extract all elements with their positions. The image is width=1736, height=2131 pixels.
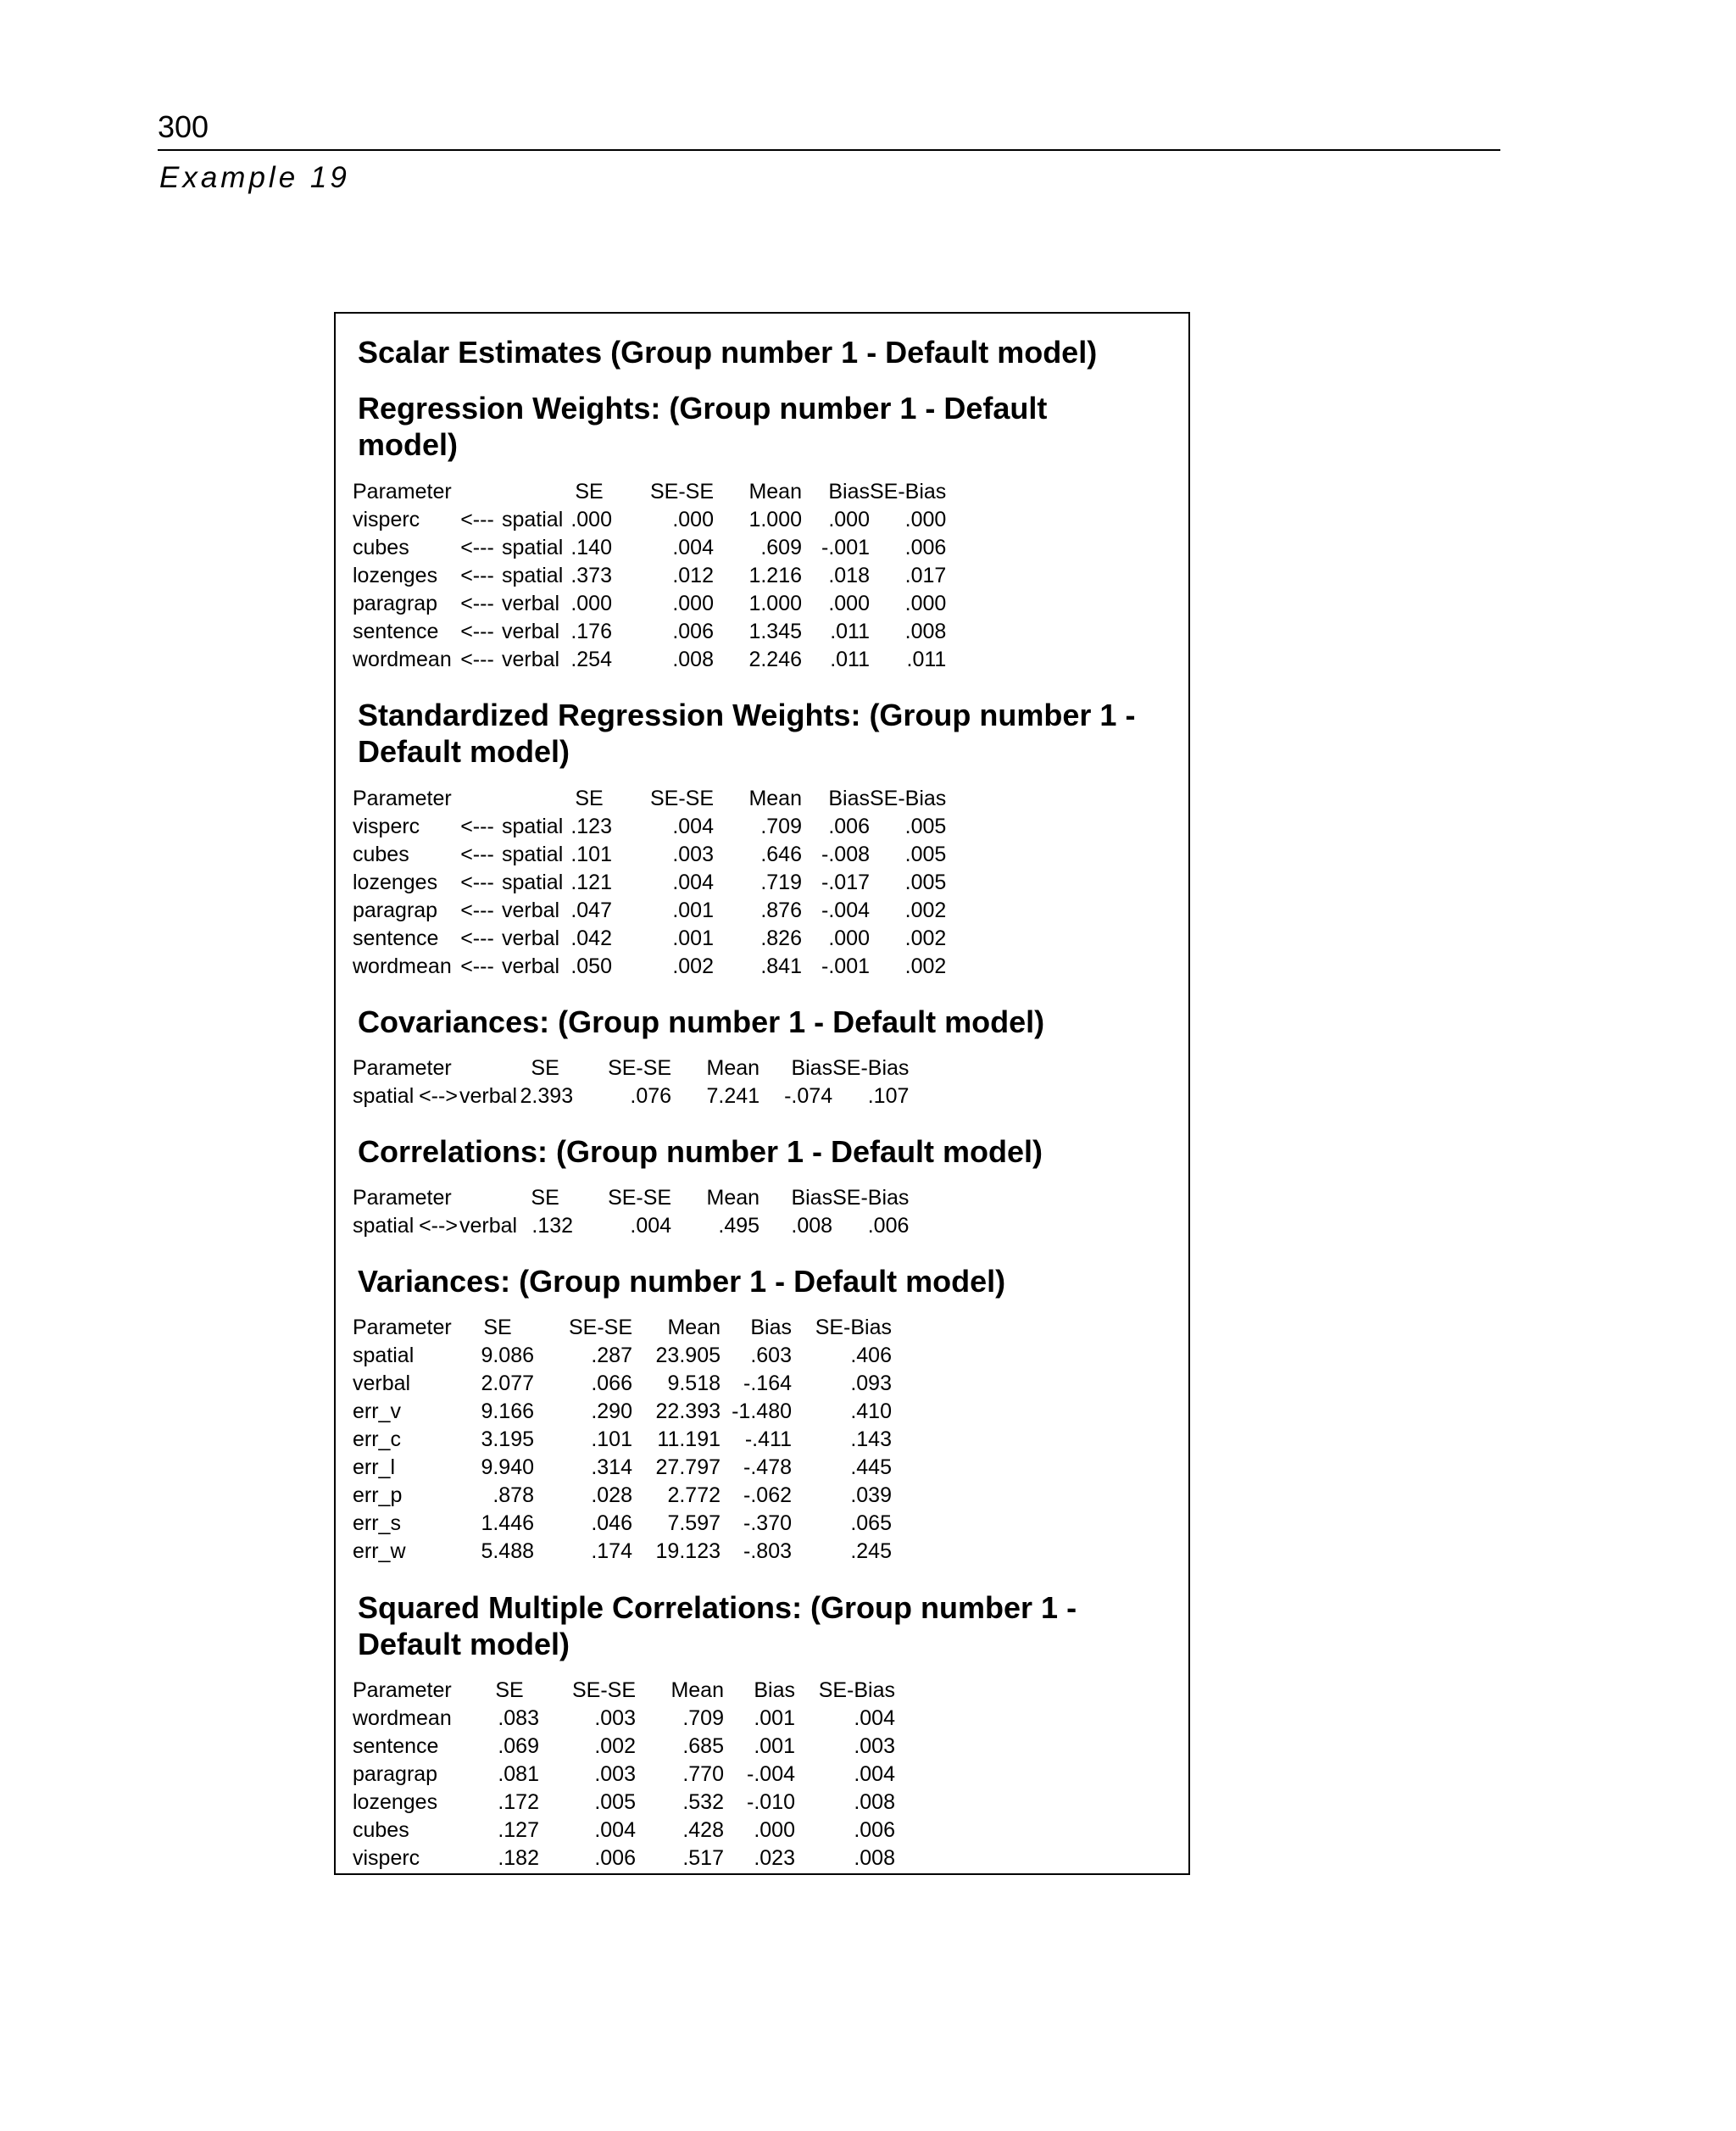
cell-sese: .005 <box>594 1790 636 1814</box>
cell-sebias: .002 <box>904 954 947 978</box>
cell-se: .081 <box>498 1762 539 1786</box>
cell-spacer <box>909 1082 1027 1110</box>
cell-se: .101 <box>570 843 612 866</box>
cell-mean: 7.241 <box>706 1084 760 1108</box>
cell-bias: .000 <box>828 592 870 615</box>
cell-var: lozenges <box>353 564 438 587</box>
cell-se: 2.077 <box>481 1372 534 1395</box>
cell-sebias: .005 <box>904 871 947 894</box>
cell-var: err_c <box>353 1427 401 1451</box>
covariances-title: Covariances: (Group number 1 - Default model) <box>358 1004 1045 1039</box>
cell-sese: .002 <box>672 954 714 978</box>
cell-sese: .174 <box>591 1539 632 1563</box>
cell-mean: .709 <box>682 1706 724 1730</box>
cell-bias: -.164 <box>743 1372 792 1395</box>
regression-weights-table <box>353 478 1063 674</box>
cell-factor: verbal <box>502 620 560 643</box>
cell-sebias: .245 <box>850 1539 892 1563</box>
table-row <box>353 534 1063 562</box>
cell-sese: .314 <box>591 1455 632 1479</box>
cell-mean: 2.772 <box>667 1483 721 1507</box>
cell-sebias: .004 <box>854 1762 895 1786</box>
cell-bias: -1.480 <box>732 1399 792 1423</box>
cell-sese: .000 <box>672 508 714 531</box>
cell-op: <--- <box>460 815 494 838</box>
cell-bias: .023 <box>754 1846 795 1870</box>
chapter-label: Example 19 <box>159 161 350 194</box>
cell-var: wordmean <box>353 1706 452 1730</box>
table-header-row <box>353 1314 892 1342</box>
column-header-bias: Bias <box>754 1678 795 1702</box>
cell-sebias: .006 <box>904 536 947 559</box>
covariances-table <box>353 1054 1027 1110</box>
table-row <box>353 1370 892 1398</box>
column-header-se: SE <box>495 1678 524 1702</box>
cell-mean: 9.518 <box>667 1372 721 1395</box>
cell-mean: 22.393 <box>655 1399 721 1423</box>
cell-var: spatial <box>353 1344 415 1367</box>
cell-op: <--- <box>460 592 494 615</box>
cell-factor: verbal <box>502 899 560 922</box>
table-row <box>353 925 1063 953</box>
cell-var: err_p <box>353 1483 403 1507</box>
cell-bias: .000 <box>828 508 870 531</box>
cell-var: visperc <box>353 508 420 531</box>
cell-var: err_s <box>353 1511 401 1535</box>
column-header-mean: Mean <box>667 1316 721 1339</box>
cell-var: err_v <box>353 1399 401 1423</box>
cell-var: spatial <box>353 1084 415 1108</box>
cell-sebias: .107 <box>867 1084 910 1108</box>
cell-factor: verbal <box>502 592 560 615</box>
cell-var: sentence <box>353 926 439 950</box>
cell-var: sentence <box>353 620 439 643</box>
scalar-estimates-title: Scalar Estimates (Group number 1 - Default model) <box>358 335 1098 370</box>
cell-se: 9.086 <box>481 1344 534 1367</box>
cell-sese: .004 <box>594 1818 636 1842</box>
cell-spacer <box>946 562 1063 590</box>
cell-bias: -.017 <box>821 871 870 894</box>
cell-sebias: .008 <box>854 1846 895 1870</box>
cell-bias: .000 <box>754 1818 795 1842</box>
cell-op: <--- <box>460 926 494 950</box>
column-header-sese: SE-SE <box>608 1186 672 1210</box>
cell-bias: .006 <box>828 815 870 838</box>
cell-bias: .001 <box>754 1706 795 1730</box>
squared-multiple-correlations-title: Squared Multiple Correlations: (Group number 1 - Default model) <box>358 1590 1077 1661</box>
table-row <box>353 506 1063 534</box>
cell-mean: .517 <box>682 1846 724 1870</box>
squared-multiple-correlations-table <box>353 1677 895 1872</box>
cell-var: lozenges <box>353 1790 438 1814</box>
table-row <box>353 1082 1027 1110</box>
cell-spacer <box>946 534 1063 562</box>
table-row <box>353 813 1063 841</box>
cell-se: .127 <box>498 1818 539 1842</box>
cell-var: err_l <box>353 1455 396 1479</box>
column-header-sebias: SE-Bias <box>870 480 947 504</box>
cell-op: <--- <box>460 871 494 894</box>
column-header-se: SE <box>575 787 604 810</box>
header-rule <box>158 149 1500 151</box>
table-row <box>353 1761 895 1789</box>
cell-var: cubes <box>353 843 409 866</box>
column-header-sese: SE-SE <box>608 1056 672 1080</box>
cell-bias: .008 <box>791 1214 833 1238</box>
cell-op: <--- <box>460 954 494 978</box>
cell-sebias: .406 <box>850 1344 892 1367</box>
column-header-bias: Bias <box>750 1316 792 1339</box>
cell-bias: -.008 <box>821 843 870 866</box>
cell-mean: .876 <box>760 899 802 922</box>
cell-se: .000 <box>570 508 612 531</box>
cell-var: paragrap <box>353 899 438 922</box>
cell-se: 3.195 <box>481 1427 534 1451</box>
cell-mean: 1.216 <box>748 564 802 587</box>
cell-spacer <box>946 869 1063 897</box>
cell-sese: .003 <box>672 843 714 866</box>
table-row <box>353 1454 892 1482</box>
cell-se: .182 <box>498 1846 539 1870</box>
table-row <box>353 869 1063 897</box>
column-header-sebias: SE-Bias <box>815 1316 892 1339</box>
column-header-sese: SE-SE <box>571 1678 636 1702</box>
cell-sese: .290 <box>591 1399 632 1423</box>
cell-sese: .000 <box>672 592 714 615</box>
cell-var: cubes <box>353 536 409 559</box>
column-header-mean: Mean <box>706 1186 760 1210</box>
cell-sese: .001 <box>672 899 714 922</box>
table-row <box>353 1212 1027 1240</box>
cell-sese: .046 <box>591 1511 632 1535</box>
cell-op: <--> <box>419 1214 458 1238</box>
table-header-row <box>353 785 1063 813</box>
cell-se: .176 <box>570 620 612 643</box>
cell-var: visperc <box>353 1846 420 1870</box>
column-header-sebias: SE-Bias <box>832 1056 910 1080</box>
cell-se: 9.940 <box>481 1455 534 1479</box>
table-header-row <box>353 1184 1027 1212</box>
cell-sebias: .011 <box>906 648 947 671</box>
cell-sese: .003 <box>594 1762 636 1786</box>
column-header-sebias: SE-Bias <box>832 1186 910 1210</box>
cell-sebias: .006 <box>854 1818 895 1842</box>
cell-mean: .770 <box>682 1762 724 1786</box>
table-row <box>353 1510 892 1538</box>
cell-mean: 27.797 <box>655 1455 721 1479</box>
cell-bias: -.010 <box>747 1790 795 1814</box>
cell-var: spatial <box>353 1214 415 1238</box>
cell-sebias: .065 <box>850 1511 892 1535</box>
cell-sese: .012 <box>672 564 714 587</box>
cell-sebias: .003 <box>854 1734 895 1758</box>
cell-sese: .004 <box>672 871 714 894</box>
cell-factor: verbal <box>502 926 560 950</box>
table-row <box>353 618 1063 646</box>
cell-sese: .006 <box>594 1846 636 1870</box>
cell-spacer <box>946 953 1063 981</box>
cell-sebias: .093 <box>850 1372 892 1395</box>
cell-mean: .841 <box>760 954 802 978</box>
column-header-se: SE <box>531 1056 559 1080</box>
cell-mean: 7.597 <box>667 1511 721 1535</box>
column-header-mean: Mean <box>748 787 802 810</box>
column-header-parameter: Parameter <box>353 1056 452 1080</box>
cell-bias: .603 <box>750 1344 792 1367</box>
cell-se: .121 <box>570 871 612 894</box>
cell-se: .172 <box>498 1790 539 1814</box>
cell-sebias: .005 <box>904 815 947 838</box>
cell-sebias: .005 <box>904 843 947 866</box>
column-header-bias: Bias <box>828 787 870 810</box>
variances-table <box>353 1314 892 1566</box>
table-row <box>353 953 1063 981</box>
cell-op: <--- <box>460 536 494 559</box>
table-row <box>353 1482 892 1510</box>
cell-se: .042 <box>570 926 612 950</box>
cell-sese: .066 <box>591 1372 632 1395</box>
cell-sese: .004 <box>672 536 714 559</box>
cell-se: 9.166 <box>481 1399 534 1423</box>
page-number: 300 <box>158 109 209 144</box>
column-header-parameter: Parameter <box>353 787 452 810</box>
cell-sebias: .002 <box>904 926 947 950</box>
cell-se: .000 <box>570 592 612 615</box>
cell-factor: spatial <box>502 843 564 866</box>
cell-var: verbal <box>353 1372 411 1395</box>
cell-mean: 1.000 <box>748 508 802 531</box>
column-header-se: SE <box>483 1316 512 1339</box>
cell-bias: -.803 <box>743 1539 792 1563</box>
cell-bias: -.062 <box>743 1483 792 1507</box>
cell-sese: .001 <box>672 926 714 950</box>
column-header-bias: Bias <box>828 480 870 504</box>
standardized-regression-weights-title: Standardized Regression Weights: (Group number 1 - Default model) <box>358 698 1136 769</box>
cell-op: <--- <box>460 508 494 531</box>
column-header-mean: Mean <box>670 1678 724 1702</box>
cell-spacer <box>946 506 1063 534</box>
cell-factor: spatial <box>502 815 564 838</box>
cell-var: sentence <box>353 1734 439 1758</box>
table-row <box>353 1789 895 1817</box>
table-row <box>353 1733 895 1761</box>
cell-mean: 2.246 <box>748 648 802 671</box>
cell-mean: .609 <box>760 536 802 559</box>
cell-factor: verbal <box>459 1214 518 1238</box>
cell-bias: .000 <box>828 926 870 950</box>
cell-var: lozenges <box>353 871 438 894</box>
column-header-sese: SE-SE <box>649 480 714 504</box>
cell-spacer <box>946 897 1063 925</box>
cell-sebias: .008 <box>904 620 947 643</box>
cell-factor: verbal <box>502 954 560 978</box>
cell-se: .047 <box>570 899 612 922</box>
cell-bias: -.074 <box>784 1084 833 1108</box>
cell-var: wordmean <box>353 954 452 978</box>
cell-se: 5.488 <box>481 1539 534 1563</box>
cell-sebias: .017 <box>904 564 947 587</box>
cell-var: paragrap <box>353 1762 438 1786</box>
cell-sese: .002 <box>594 1734 636 1758</box>
table-row <box>353 646 1063 674</box>
variances-title: Variances: (Group number 1 - Default model) <box>358 1264 1006 1299</box>
cell-bias: .011 <box>830 648 870 671</box>
cell-mean: .428 <box>682 1818 724 1842</box>
cell-sebias: .002 <box>904 899 947 922</box>
column-header-bias: Bias <box>791 1056 833 1080</box>
cell-op: <--> <box>419 1084 458 1108</box>
cell-factor: verbal <box>502 648 560 671</box>
cell-se: .123 <box>570 815 612 838</box>
cell-sese: .004 <box>630 1214 672 1238</box>
cell-spacer <box>946 925 1063 953</box>
table-row <box>353 590 1063 618</box>
cell-mean: .719 <box>760 871 802 894</box>
cell-factor: spatial <box>502 871 564 894</box>
cell-se: .132 <box>531 1214 574 1238</box>
cell-se: 2.393 <box>520 1084 574 1108</box>
cell-se: .254 <box>570 648 612 671</box>
cell-sese: .287 <box>591 1344 632 1367</box>
cell-mean: .495 <box>718 1214 760 1238</box>
cell-sese: .006 <box>672 620 714 643</box>
column-header-mean: Mean <box>706 1056 760 1080</box>
cell-sebias: .000 <box>904 508 947 531</box>
table-row <box>353 841 1063 869</box>
table-row <box>353 1538 892 1566</box>
cell-factor: verbal <box>459 1084 518 1108</box>
cell-factor: spatial <box>502 564 564 587</box>
cell-bias: -.004 <box>821 899 870 922</box>
cell-sese: .004 <box>672 815 714 838</box>
column-header-parameter: Parameter <box>353 1186 452 1210</box>
cell-spacer <box>946 590 1063 618</box>
cell-se: .140 <box>570 536 612 559</box>
table-header-row <box>353 478 1063 506</box>
regression-weights-title: Regression Weights: (Group number 1 - Default model) <box>358 391 1048 462</box>
table-row <box>353 1705 895 1733</box>
cell-spacer <box>946 841 1063 869</box>
cell-op: <--- <box>460 648 494 671</box>
cell-mean: .646 <box>760 843 802 866</box>
column-header-sebias: SE-Bias <box>870 787 947 810</box>
cell-mean: .709 <box>760 815 802 838</box>
cell-se: .050 <box>570 954 612 978</box>
column-header-sese: SE-SE <box>649 787 714 810</box>
cell-se: .878 <box>492 1483 534 1507</box>
cell-op: <--- <box>460 620 494 643</box>
cell-factor: spatial <box>502 536 564 559</box>
table-row <box>353 1426 892 1454</box>
cell-se: 1.446 <box>481 1511 534 1535</box>
cell-var: cubes <box>353 1818 409 1842</box>
cell-sebias: .000 <box>904 592 947 615</box>
cell-spacer <box>946 646 1063 674</box>
cell-op: <--- <box>460 843 494 866</box>
column-header-sebias: SE-Bias <box>818 1678 895 1702</box>
table-row <box>353 1342 892 1370</box>
column-header-bias: Bias <box>791 1186 833 1210</box>
cell-mean: .826 <box>760 926 802 950</box>
cell-op: <--- <box>460 899 494 922</box>
cell-sese: .076 <box>630 1084 672 1108</box>
cell-var: visperc <box>353 815 420 838</box>
table-row <box>353 1817 895 1844</box>
cell-mean: 19.123 <box>655 1539 721 1563</box>
cell-se: .069 <box>498 1734 539 1758</box>
table-row <box>353 562 1063 590</box>
column-header-parameter: Parameter <box>353 1678 452 1702</box>
correlations-title: Correlations: (Group number 1 - Default model) <box>358 1134 1043 1169</box>
cell-mean: 23.905 <box>655 1344 721 1367</box>
cell-bias: -.001 <box>821 536 870 559</box>
cell-bias: -.411 <box>744 1427 792 1451</box>
cell-mean: 11.191 <box>657 1427 721 1451</box>
cell-mean: .532 <box>682 1790 724 1814</box>
cell-bias: -.478 <box>743 1455 792 1479</box>
cell-sebias: .008 <box>854 1790 895 1814</box>
column-header-parameter: Parameter <box>353 1316 452 1339</box>
cell-sebias: .004 <box>854 1706 895 1730</box>
cell-spacer <box>946 618 1063 646</box>
cell-sese: .003 <box>594 1706 636 1730</box>
cell-sebias: .006 <box>867 1214 910 1238</box>
output-box <box>334 312 1190 1875</box>
cell-spacer <box>909 1212 1027 1240</box>
cell-mean: 1.000 <box>748 592 802 615</box>
cell-sebias: .410 <box>850 1399 892 1423</box>
cell-mean: 1.345 <box>748 620 802 643</box>
cell-sese: .008 <box>672 648 714 671</box>
cell-factor: spatial <box>502 508 564 531</box>
column-header-se: SE <box>531 1186 559 1210</box>
cell-bias: -.001 <box>821 954 870 978</box>
cell-bias: -.004 <box>747 1762 795 1786</box>
standardized-regression-weights-table <box>353 785 1063 981</box>
cell-se: .373 <box>570 564 612 587</box>
table-header-row <box>353 1677 895 1705</box>
cell-bias: -.370 <box>743 1511 792 1535</box>
column-header-sese: SE-SE <box>568 1316 632 1339</box>
cell-se: .083 <box>498 1706 539 1730</box>
cell-spacer <box>946 813 1063 841</box>
table-row <box>353 897 1063 925</box>
column-header-mean: Mean <box>748 480 802 504</box>
cell-var: paragrap <box>353 592 438 615</box>
cell-sese: .028 <box>591 1483 632 1507</box>
cell-var: wordmean <box>353 648 452 671</box>
table-row <box>353 1398 892 1426</box>
cell-bias: .018 <box>828 564 870 587</box>
cell-bias: .001 <box>754 1734 795 1758</box>
table-row <box>353 1844 895 1872</box>
cell-bias: .011 <box>830 620 870 643</box>
column-header-parameter: Parameter <box>353 480 452 504</box>
cell-sese: .101 <box>591 1427 632 1451</box>
cell-op: <--- <box>460 564 494 587</box>
table-header-row <box>353 1054 1027 1082</box>
column-header-se: SE <box>575 480 604 504</box>
cell-mean: .685 <box>682 1734 724 1758</box>
correlations-table <box>353 1184 1027 1240</box>
cell-sebias: .143 <box>850 1427 892 1451</box>
cell-sebias: .445 <box>850 1455 892 1479</box>
cell-var: err_w <box>353 1539 406 1563</box>
cell-sebias: .039 <box>850 1483 892 1507</box>
